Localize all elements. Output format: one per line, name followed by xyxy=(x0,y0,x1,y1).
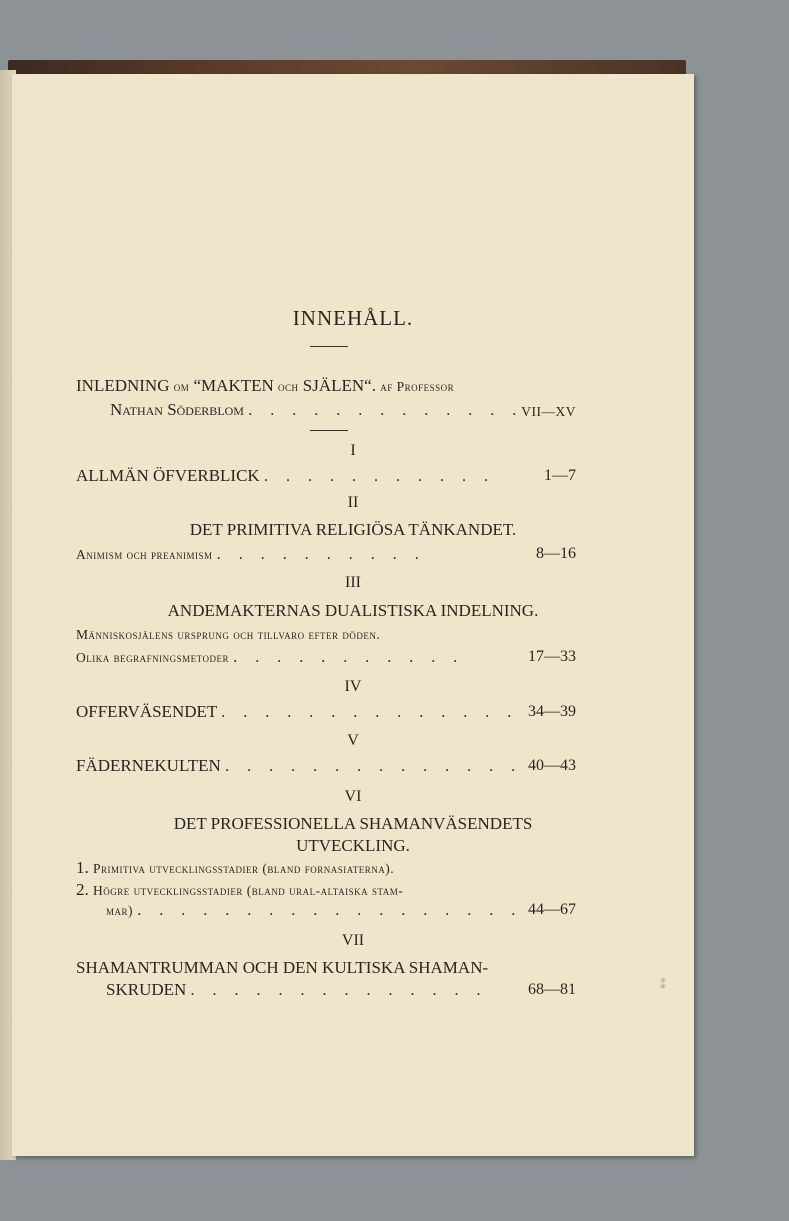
intro-line-2: Nathan Söderblom . . . . . . . . . . . . . xyxy=(110,400,524,419)
toc-entry-begrafning: Olika begrafningsmetoder . . . . . . . . . . . xyxy=(76,649,465,666)
toc-entry-shaman-pages: 44—67 xyxy=(528,901,576,918)
section-heading-vi-2: UTVECKLING. xyxy=(296,836,410,855)
section-heading-ii: DET PRIMITIVA RELIGIÖSA TÄNKANDET. xyxy=(189,520,517,539)
section-roman-i: I xyxy=(350,442,356,459)
toc-item-primitiva: 1. Primitiva utvecklingsstadier (bland fornasiaterna). xyxy=(76,858,395,877)
toc-entry-begrafning-pages: 17—33 xyxy=(528,648,576,665)
section-heading-vi-1: DET PROFESSIONELLA SHAMANVÄSENDETS xyxy=(173,814,533,833)
intro-rule xyxy=(310,430,348,431)
title-rule xyxy=(310,346,348,347)
page-title: INNEHÅLL. xyxy=(292,306,414,330)
toc-entry-animism: Animism och preanimism . . . . . . . . . . xyxy=(76,546,426,563)
toc-entry-animism-pages: 8—16 xyxy=(536,545,576,562)
toc-item-hogre-cont: mar) . . . . . . . . . . . . . . . . . . xyxy=(106,902,523,919)
toc-entry-fader: FÄDERNEKULTEN . . . . . . . . . . . . . . xyxy=(76,756,523,775)
toc-entry-allman-pages: 1—7 xyxy=(544,467,576,484)
section-subline-iii: Människosjälens ursprung och tillvaro efter döden. xyxy=(76,627,381,642)
section-heading-vii-1: SHAMANTRUMMAN OCH DEN KULTISKA SHAMAN- xyxy=(76,958,489,977)
toc-entry-skruden-pages: 68—81 xyxy=(528,981,576,998)
toc-entry-skruden: SKRUDEN . . . . . . . . . . . . . . xyxy=(106,980,488,999)
toc-entry-offer-pages: 34—39 xyxy=(528,703,576,720)
toc-entry-allman: ALLMÄN ÖFVERBLICK . . . . . . . . . . . xyxy=(76,466,495,485)
book-page xyxy=(12,74,694,1156)
section-roman-v: V xyxy=(347,732,359,749)
section-roman-vi: VI xyxy=(344,788,362,805)
intro-line-1: INLEDNING om “MAKTEN och SJÄLEN“. af Professor xyxy=(76,376,455,395)
toc-entry-offer: OFFERVÄSENDET . . . . . . . . . . . . . . xyxy=(76,702,519,721)
toc-entry-fader-pages: 40—43 xyxy=(528,757,576,774)
toc-item-hogre: 2. Högre utvecklingsstadier (bland ural-altaiska stam- xyxy=(76,880,404,899)
section-roman-iv: IV xyxy=(344,678,362,695)
section-roman-vii: VII xyxy=(341,932,365,949)
section-roman-ii: II xyxy=(347,494,359,511)
section-heading-iii: ANDEMAKTERNAS DUALISTISKA INDELNING. xyxy=(167,601,539,620)
intro-pages: VII—XV xyxy=(521,404,576,419)
section-roman-iii: III xyxy=(345,574,361,591)
margin-mark: ⁑ xyxy=(660,978,666,992)
